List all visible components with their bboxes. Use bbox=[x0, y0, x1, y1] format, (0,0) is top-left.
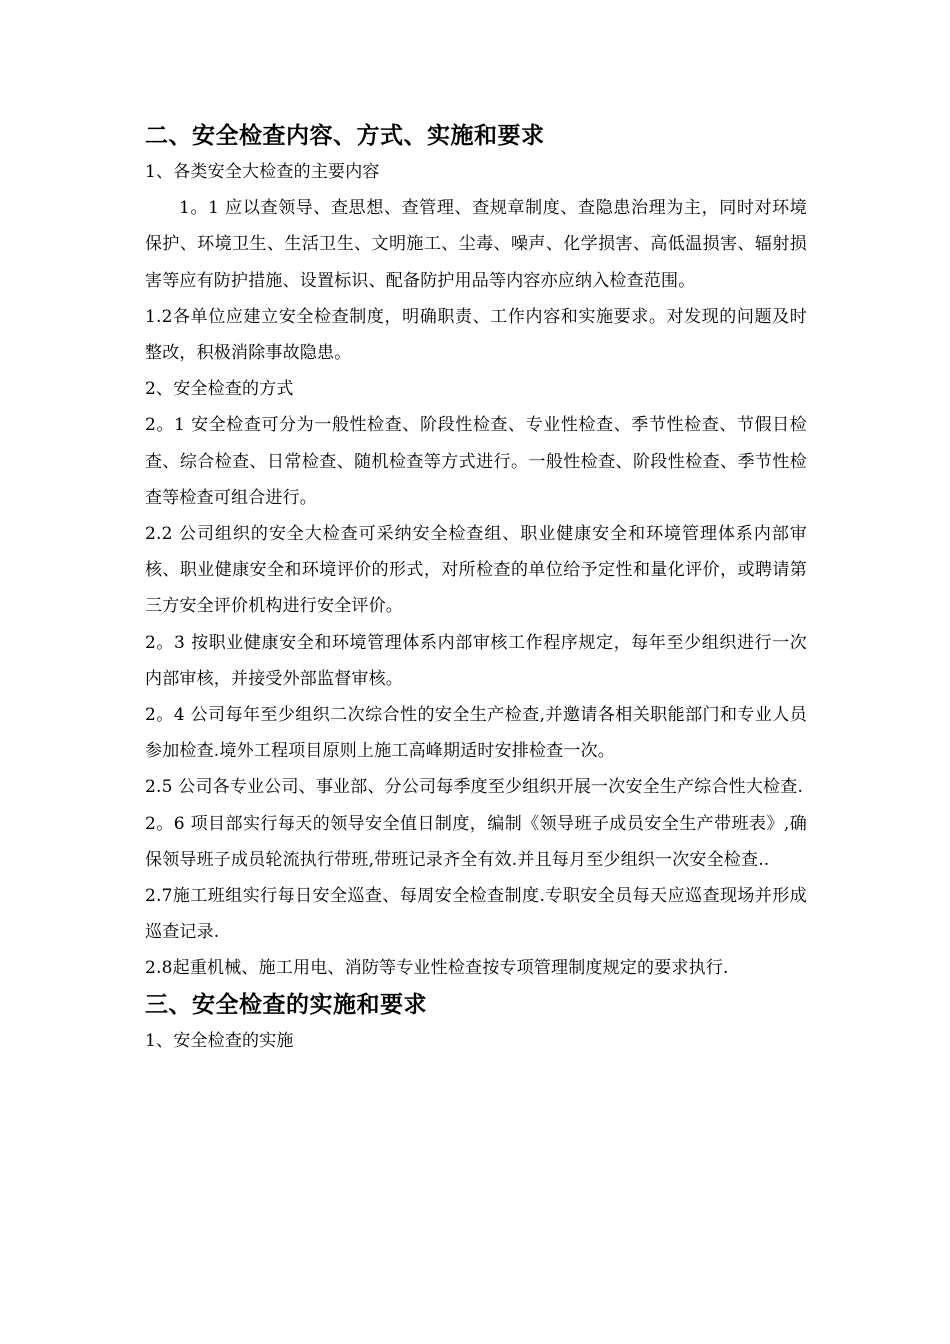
paragraph-1-1: 1。1 应以查领导、查思想、查管理、查规章制度、查隐患治理为主，同时对环境保护、环境卫生、生活卫生、文明施工、尘毒、噪声、化学损害、高低温损害、辐射损害等应有防护措施、设置标识、配备防护用品等内容亦应纳入检查范围。 bbox=[145, 198, 807, 291]
subheading-2-2: 2、安全检查的方式 bbox=[145, 379, 294, 400]
subheading-2-1: 1、各类安全大检查的主要内容 bbox=[145, 162, 380, 182]
section-heading-2: 二、安全检查内容、方式、实施和要求 bbox=[145, 123, 545, 149]
paragraph-2-4: 2。4 公司每年至少组织二次综合性的安全生产检查,并邀请各相关职能部门和专业人员参加检查.境外工程项目原则上施工高峰期适时安排检查一次。 bbox=[145, 705, 807, 762]
paragraph-2-6: 2。6 项目部实行每天的领导安全值日制度，编制《领导班子成员安全生产带班表》,确保领导班子成员轮流执行带班,带班记录齐全有效.并且每月至少组织一次安全检查.. bbox=[145, 813, 807, 870]
subheading-3-1: 1、安全检查的实施 bbox=[145, 1030, 294, 1051]
paragraph-2-1: 2。1 安全检查可分为一般性检查、阶段性检查、专业性检查、季节性检查、节假日检查、综合检查、日常检查、随机检查等方式进行。一般性检查、阶段性检查、季节性检查等检查可组合进行。 bbox=[145, 415, 807, 508]
paragraph-2-5: 2.5 公司各专业公司、事业部、分公司每季度至少组织开展一次安全生产综合性大检查. bbox=[145, 777, 804, 798]
paragraph-1-2: 1.2各单位应建立安全检查制度，明确职责、工作内容和实施要求。对发现的问题及时整改，积极消除事故隐患。 bbox=[145, 306, 807, 364]
document-page bbox=[145, 118, 807, 1059]
paragraph-2-8: 2.8起重机械、施工用电、消防等专业性检查按专项管理制度规定的要求执行. bbox=[145, 958, 729, 979]
paragraph-2-2: 2.2 公司组织的安全大检查可采纳安全检查组、职业健康安全和环境管理体系内部审核、职业健康安全和环境评价的形式，对所检查的单位给予定性和量化评价，或聘请第三方安全评价机构进行安全评价。 bbox=[145, 524, 807, 617]
section-heading-3: 三、安全检查的实施和要求 bbox=[145, 991, 427, 1018]
paragraph-2-7: 2.7施工班组实行每日安全巡查、每周安全检查制度.专职安全员每天应巡查现场并形成巡查记录. bbox=[145, 886, 807, 943]
paragraph-2-3: 2。3 按职业健康安全和环境管理体系内部审核工作程序规定，每年至少组织进行一次内部审核，并接受外部监督审核。 bbox=[145, 632, 807, 689]
